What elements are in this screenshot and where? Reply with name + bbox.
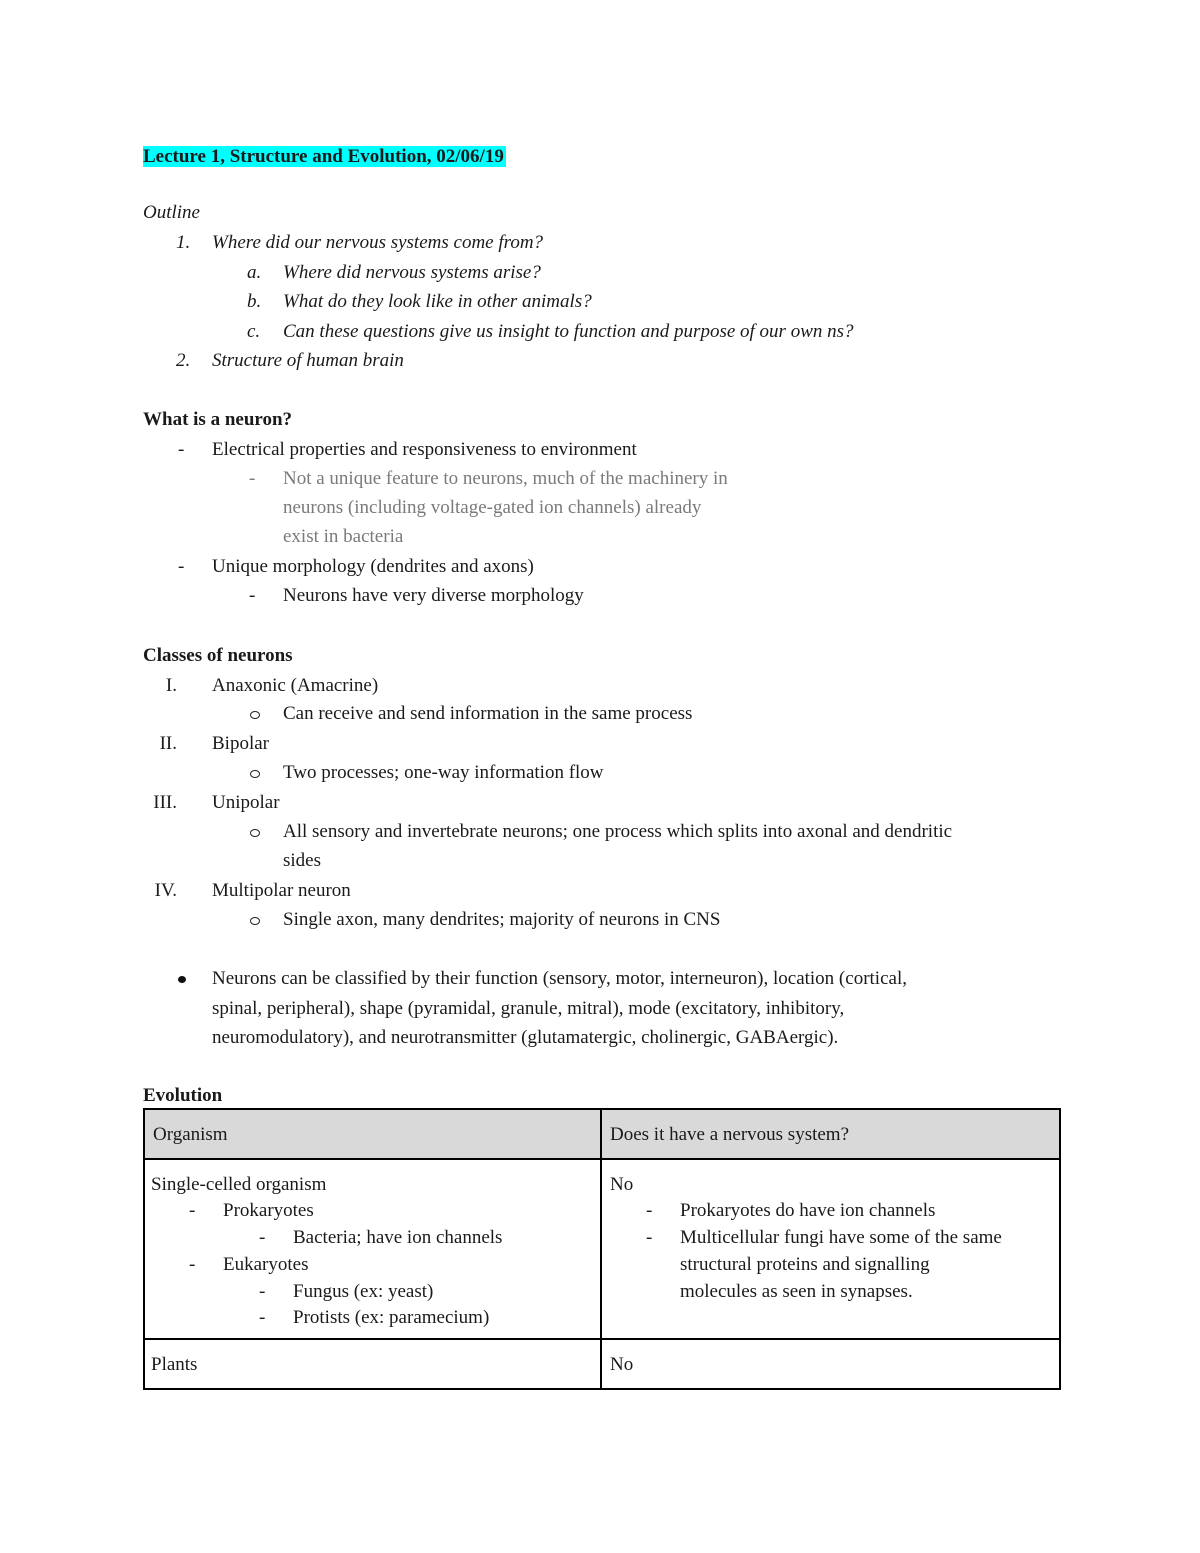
outline-item: Where did our nervous systems come from? bbox=[212, 232, 544, 253]
bullet-dot-icon bbox=[178, 976, 186, 983]
outline-item: Structure of human brain bbox=[212, 350, 404, 371]
dash-bullet: - bbox=[259, 1307, 266, 1328]
classification-note: spinal, peripheral), shape (pyramidal, granule, mitral), mode (excitatory, inhibitory, bbox=[212, 998, 845, 1019]
outline-marker: c. bbox=[247, 321, 261, 342]
cell-text: No bbox=[610, 1354, 634, 1375]
table-row bbox=[144, 1159, 1060, 1339]
cell-text: Bacteria; have ion channels bbox=[293, 1227, 503, 1248]
circle-bullet-icon bbox=[250, 829, 260, 837]
class-name: Anaxonic (Amacrine) bbox=[212, 675, 379, 696]
dash-bullet: - bbox=[259, 1281, 266, 1302]
outline-marker: 1. bbox=[176, 232, 191, 253]
outline-item: Where did nervous systems arise? bbox=[283, 262, 541, 283]
class-name: Unipolar bbox=[212, 792, 280, 813]
neuron-point: Electrical properties and responsiveness to environment bbox=[212, 439, 637, 460]
outline-heading: Outline bbox=[143, 202, 200, 223]
circle-bullet-icon bbox=[250, 711, 260, 719]
roman-marker: III. bbox=[153, 792, 177, 813]
neuron-point: Unique morphology (dendrites and axons) bbox=[212, 556, 534, 577]
class-desc: Can receive and send information in the same process bbox=[283, 703, 693, 724]
dash-bullet: - bbox=[178, 556, 185, 577]
classification-note: neuromodulatory), and neurotransmitter (glutamatergic, cholinergic, GABAergic). bbox=[212, 1027, 839, 1048]
cell-text: No bbox=[610, 1174, 634, 1195]
class-name: Multipolar neuron bbox=[212, 880, 351, 901]
table-cell bbox=[144, 1159, 601, 1339]
evolution-table bbox=[143, 1108, 1061, 1390]
cell-text: Protists (ex: paramecium) bbox=[293, 1307, 490, 1328]
class-desc: Two processes; one-way information flow bbox=[283, 762, 604, 783]
roman-marker: II. bbox=[159, 733, 177, 754]
circle-bullet-icon bbox=[250, 917, 260, 925]
cell-text: molecules as seen in synapses. bbox=[680, 1281, 913, 1302]
dash-bullet: - bbox=[189, 1200, 196, 1221]
neuron-subpoint: Neurons have very diverse morphology bbox=[283, 585, 584, 606]
outline-item: What do they look like in other animals? bbox=[283, 291, 592, 312]
table-header-cell bbox=[144, 1109, 601, 1159]
roman-marker: IV. bbox=[154, 880, 177, 901]
outline-marker: 2. bbox=[176, 350, 191, 371]
dash-bullet: - bbox=[189, 1254, 196, 1275]
section-heading-neuron: What is a neuron? bbox=[143, 409, 293, 430]
page-title bbox=[143, 145, 506, 169]
table-cell bbox=[144, 1339, 601, 1389]
class-desc: All sensory and invertebrate neurons; one process which splits into axonal and dendritic bbox=[283, 821, 953, 842]
header-organism: Organism bbox=[153, 1124, 228, 1145]
cell-text: Prokaryotes do have ion channels bbox=[680, 1200, 936, 1221]
dash-bullet: - bbox=[249, 585, 256, 606]
title-highlight: Lecture 1, Structure and Evolution, 02/06/19 bbox=[143, 146, 504, 167]
dash-bullet: - bbox=[178, 439, 185, 460]
circle-bullet-icon bbox=[250, 770, 260, 778]
outline-marker: b. bbox=[247, 291, 262, 312]
class-name: Bipolar bbox=[212, 733, 269, 754]
class-desc: sides bbox=[283, 850, 321, 871]
section-heading-evolution: Evolution bbox=[143, 1085, 223, 1106]
table-header-cell bbox=[601, 1109, 1060, 1159]
dash-bullet: - bbox=[646, 1227, 653, 1248]
dash-bullet: - bbox=[259, 1227, 266, 1248]
outline-marker: a. bbox=[247, 262, 262, 283]
cell-text: Prokaryotes bbox=[223, 1200, 314, 1221]
class-desc: Single axon, many dendrites; majority of neurons in CNS bbox=[283, 909, 721, 930]
neuron-subpoint: exist in bacteria bbox=[283, 526, 404, 547]
classification-note: Neurons can be classified by their function (sensory, motor, interneuron), location (cortical, bbox=[212, 968, 907, 989]
cell-text: Multicellular fungi have some of the same bbox=[680, 1227, 1002, 1248]
table-header-row bbox=[144, 1109, 1060, 1159]
table-cell bbox=[601, 1159, 1060, 1339]
section-heading-classes: Classes of neurons bbox=[143, 645, 293, 666]
table-cell bbox=[601, 1339, 1060, 1389]
header-nervous-system: Does it have a nervous system? bbox=[610, 1124, 850, 1145]
cell-text: Plants bbox=[151, 1354, 198, 1375]
cell-text: Eukaryotes bbox=[223, 1254, 309, 1275]
table-row bbox=[144, 1339, 1060, 1389]
cell-text: structural proteins and signalling bbox=[680, 1254, 930, 1275]
cell-text: Single-celled organism bbox=[151, 1174, 327, 1195]
roman-marker: I. bbox=[165, 675, 177, 696]
neuron-subpoint: neurons (including voltage-gated ion channels) already bbox=[283, 497, 702, 518]
dash-bullet: - bbox=[249, 468, 256, 489]
dash-bullet: - bbox=[646, 1200, 653, 1221]
neuron-subpoint: Not a unique feature to neurons, much of the machinery in bbox=[283, 468, 728, 489]
outline-item: Can these questions give us insight to function and purpose of our own ns? bbox=[283, 321, 854, 342]
cell-text: Fungus (ex: yeast) bbox=[293, 1281, 434, 1302]
